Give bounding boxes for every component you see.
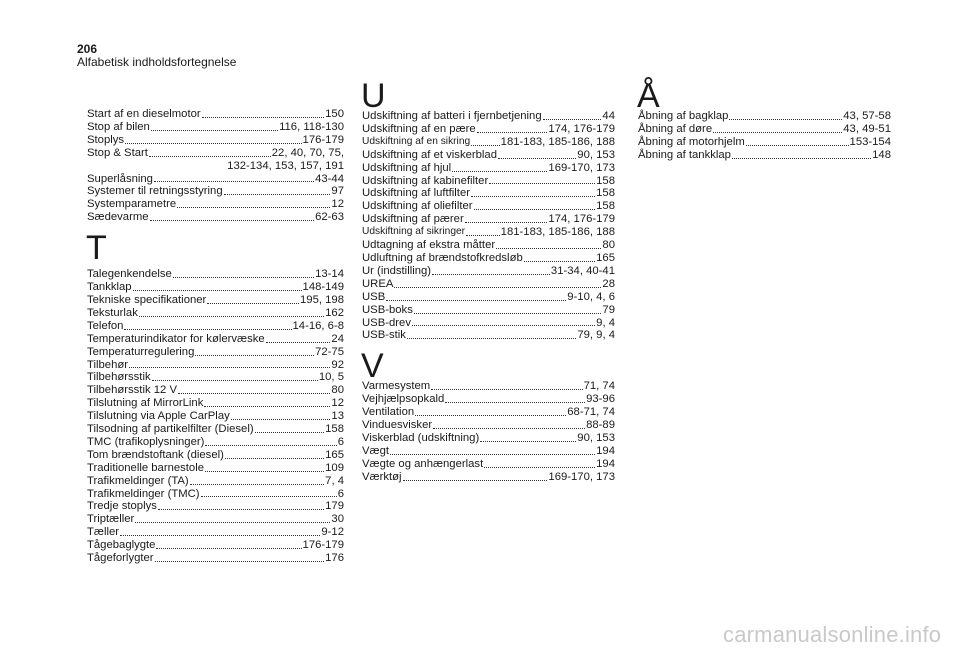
dot-leader <box>477 132 548 133</box>
dot-leader <box>173 277 314 278</box>
dot-leader <box>177 207 330 208</box>
watermark: carmanualsonline.info <box>723 622 942 647</box>
index-entry <box>362 304 615 317</box>
index-entry <box>362 123 615 136</box>
dot-leader <box>445 402 585 403</box>
entry-text: TMC (trafikoplysninger) <box>87 435 205 448</box>
dot-leader <box>201 496 337 497</box>
dot-leader <box>466 235 500 236</box>
section-letter: T <box>86 229 107 268</box>
dot-leader <box>452 171 547 172</box>
entry-pages: 90, 153 <box>577 431 615 444</box>
dot-leader <box>386 300 566 301</box>
index-section <box>361 77 615 342</box>
index-entry <box>87 320 344 333</box>
entry-pages: 10, 5 <box>318 371 344 384</box>
entry-pages: 165 <box>325 448 344 461</box>
entry-pages: 174, 176-179 <box>548 122 615 135</box>
entry-pages: 153-154 <box>849 135 891 148</box>
page-title: Alfabetisk indholdsfortegnelse <box>77 55 237 69</box>
index-section <box>87 108 344 224</box>
page-header <box>77 43 236 69</box>
entry-pages: 9-12 <box>321 526 344 539</box>
dot-leader <box>205 445 336 446</box>
dot-leader <box>403 480 548 481</box>
index-entry <box>362 265 615 278</box>
entry-pages: 169-170, 173 <box>548 161 615 174</box>
entry-pages: 181-183, 185-186, 188 <box>500 135 615 148</box>
dot-leader <box>120 535 320 536</box>
entry-text: Temperaturindikator for kølervæske <box>87 332 265 345</box>
dot-leader <box>746 145 849 146</box>
entry-pages: 13-14 <box>315 268 344 281</box>
entry-text: Vinduesvisker <box>362 419 433 432</box>
index-entry <box>87 500 344 513</box>
entry-pages: 12 <box>331 397 344 410</box>
entry-pages: 9-10, 4, 6 <box>567 290 615 303</box>
entry-text: Stop af bilen <box>87 120 150 133</box>
dot-leader <box>158 509 324 510</box>
entry-text: Teksturlak <box>87 306 138 319</box>
dot-leader <box>432 274 550 275</box>
entry-pages: 158 <box>596 200 615 213</box>
entry-text: USB-drev <box>362 316 411 329</box>
dot-leader <box>133 290 302 291</box>
entry-pages: 176-179 <box>302 539 344 552</box>
index-entry <box>638 123 891 136</box>
entry-pages: 148 <box>872 148 891 161</box>
entry-text: Start af en dieselmotor <box>87 108 201 120</box>
dot-leader <box>152 380 318 381</box>
entry-pages: 80 <box>331 384 344 397</box>
entry-text: Tilbehørsstik <box>87 371 151 384</box>
index-entry <box>362 278 615 291</box>
section-letter: U <box>361 77 386 115</box>
entry-pages: 88-89 <box>586 419 615 432</box>
entry-text: Telefon <box>87 319 124 332</box>
index-section <box>361 347 615 483</box>
entry-text: Åbning af døre <box>638 122 713 135</box>
dot-leader <box>729 119 842 120</box>
index-entry <box>362 432 615 445</box>
entry-text: Talegenkendelse <box>87 268 172 281</box>
dot-leader <box>471 196 595 197</box>
dot-leader <box>205 471 324 472</box>
index-section <box>637 77 891 162</box>
dot-leader <box>407 338 576 339</box>
index-entry <box>87 397 344 410</box>
entry-pages: 90, 153 <box>577 148 615 161</box>
entry-pages: 109 <box>325 461 344 474</box>
index-entry <box>87 539 344 552</box>
entry-text: USB-boks <box>362 303 413 316</box>
index-entry <box>362 291 615 304</box>
dot-leader <box>266 342 331 343</box>
dot-leader <box>202 117 324 118</box>
entry-pages: 148-149 <box>302 281 344 294</box>
dot-leader <box>178 393 330 394</box>
section-letter: Å <box>637 77 660 115</box>
index-entry <box>87 185 344 198</box>
entry-text: Sædevarme <box>87 211 149 224</box>
index-entry <box>87 462 344 475</box>
entry-pages: 176-179 <box>302 133 344 146</box>
entry-pages: 72-75 <box>315 345 344 358</box>
index-entry <box>362 200 615 213</box>
dot-leader <box>480 441 576 442</box>
dot-leader <box>713 132 842 133</box>
index-entry <box>87 173 344 186</box>
entry-pages: 68-71, 74 <box>567 406 615 419</box>
entry-text: Åbning af tankklap <box>638 148 731 161</box>
entry-text: Udskiftning af kabinefilter <box>362 174 489 187</box>
entry-text: Stop & Start <box>87 146 148 159</box>
entry-text: Værktøj <box>362 470 402 483</box>
entry-text: Vægte og anhængerlast <box>362 457 484 470</box>
dot-leader <box>415 415 566 416</box>
entry-text: Udskiftning af en sikring <box>362 135 471 147</box>
entry-pages: 31-34, 40-41 <box>550 264 615 277</box>
entry-pages: 44 <box>602 110 615 122</box>
dot-leader <box>150 220 315 221</box>
entry-pages: 181-183, 185-186, 188 <box>500 226 615 239</box>
entry-text: Udskiftning af en pære <box>362 122 476 135</box>
entry-text: Varmesystem <box>362 380 431 393</box>
dot-leader <box>155 561 325 562</box>
entry-text: Tilslutning via Apple CarPlay <box>87 410 230 423</box>
entry-pages: 93-96 <box>586 393 615 406</box>
entry-text: Ventilation <box>362 406 415 419</box>
dot-leader <box>204 406 330 407</box>
index-entry <box>362 317 615 330</box>
index-entry <box>362 406 615 419</box>
entry-pages: 30 <box>331 513 344 526</box>
entry-pages: 43-44 <box>315 172 344 185</box>
entry-text: Tankklap <box>87 281 132 294</box>
index-entry <box>87 198 344 211</box>
index-column-1 <box>87 108 344 573</box>
index-entry <box>87 410 344 423</box>
entry-text: Tågeforlygter <box>87 552 154 565</box>
index-entry <box>87 359 344 372</box>
dot-leader <box>124 329 291 330</box>
dot-leader <box>231 419 331 420</box>
index-entry <box>87 268 344 281</box>
dot-leader <box>129 367 330 368</box>
dot-leader <box>433 428 585 429</box>
dot-leader <box>125 143 301 144</box>
entry-pages: 195, 198 <box>300 293 344 306</box>
entry-text: Tilsodning af partikelfilter (Diesel) <box>87 423 254 436</box>
dot-leader <box>471 145 500 146</box>
index-entry <box>87 488 344 501</box>
index-entry <box>87 449 344 462</box>
index-entry <box>87 281 344 294</box>
entry-text: Åbning af motorhjelm <box>638 135 745 148</box>
entry-pages: 97 <box>331 185 344 198</box>
entry-pages: 9, 4 <box>596 316 615 329</box>
index-entry <box>87 346 344 359</box>
entry-text: Tilbehør <box>87 358 129 371</box>
index-column-3 <box>637 77 891 170</box>
entry-pages: 158 <box>325 423 344 436</box>
entry-text: Udtagning af ekstra måtter <box>362 239 496 252</box>
index-entry <box>87 211 344 224</box>
entry-pages: 174, 176-179 <box>548 213 615 226</box>
index-entry <box>362 175 615 188</box>
entry-text: Stoplys <box>87 133 125 146</box>
dot-leader <box>195 355 314 356</box>
entry-pages: 116, 118-130 <box>279 120 344 133</box>
index-entry <box>87 134 344 147</box>
entry-text: Udskiftning af oliefilter <box>362 200 473 213</box>
index-entry <box>87 108 344 121</box>
dot-leader <box>149 156 271 157</box>
index-entry <box>87 423 344 436</box>
index-entry <box>87 475 344 488</box>
entry-text: UREA <box>362 277 394 290</box>
dot-leader <box>732 158 871 159</box>
entry-text: Tågebaglygte <box>87 539 156 552</box>
dot-leader <box>255 432 325 433</box>
entry-text: Viskerblad (udskiftning) <box>362 431 480 444</box>
dot-leader <box>190 484 324 485</box>
index-entry <box>362 149 615 162</box>
entry-pages: 13 <box>331 410 344 423</box>
entry-pages: 24 <box>331 332 344 345</box>
index-entry <box>87 384 344 397</box>
index-entry <box>87 513 344 526</box>
index-entry <box>87 294 344 307</box>
entry-pages: 169-170, 173 <box>548 470 615 483</box>
index-entry <box>362 445 615 458</box>
entry-pages: 43, 57-58 <box>843 110 891 122</box>
entry-pages: 194 <box>596 444 615 457</box>
dot-leader <box>394 287 601 288</box>
entry-pages: 71, 74 <box>583 380 615 393</box>
entry-text: Vægt <box>362 444 390 457</box>
index-entry <box>362 110 615 123</box>
dot-leader <box>484 467 595 468</box>
entry-text: Vejhjælpsopkald <box>362 393 445 406</box>
entry-text: USB-stik <box>362 329 406 342</box>
entry-text: Udskiftning af batteri i fjernbetjening <box>362 110 542 122</box>
dot-leader <box>156 548 301 549</box>
entry-text: Udskiftning af luftfilter <box>362 187 470 200</box>
entry-pages: 179 <box>325 500 344 513</box>
index-section <box>86 229 344 565</box>
index-entry <box>362 187 615 200</box>
index-entry <box>87 552 344 565</box>
dot-leader <box>524 261 595 262</box>
dot-leader <box>414 313 602 314</box>
entry-text: Tekniske specifikationer <box>87 293 207 306</box>
entry-text: Systemer til retningsstyring <box>87 185 223 198</box>
index-entry <box>362 162 615 175</box>
index-column-2 <box>361 77 615 492</box>
dot-leader <box>207 303 299 304</box>
entry-pages: 80 <box>602 239 615 252</box>
entry-pages: 79 <box>602 303 615 316</box>
index-entry <box>362 471 615 484</box>
index-entry <box>87 147 344 160</box>
entry-text: Tom brændstoftank (diesel) <box>87 448 224 461</box>
entry-pages-continuation: 132-134, 153, 157, 191 <box>227 159 344 172</box>
dot-leader <box>474 209 596 210</box>
dot-leader <box>139 316 324 317</box>
index-entry <box>362 252 615 265</box>
index-entry <box>362 419 615 432</box>
index-entry <box>87 436 344 449</box>
index-entry <box>362 380 615 393</box>
entry-pages: 7, 4 <box>325 474 344 487</box>
entry-pages: 79, 9, 4 <box>577 329 615 342</box>
entry-text: Systemparametre <box>87 198 177 211</box>
entry-text: Åbning af bagklap <box>638 110 729 122</box>
dot-leader <box>154 181 314 182</box>
entry-text: Superlåsning <box>87 172 153 185</box>
entry-pages: 165 <box>596 251 615 264</box>
index-entry <box>87 371 344 384</box>
entry-text: Trafikmeldinger (TA) <box>87 474 189 487</box>
index-entry <box>362 458 615 471</box>
entry-text: Tilbehørsstik 12 V <box>87 384 177 397</box>
index-entry <box>362 329 615 342</box>
entry-text: Traditionelle barnestole <box>87 461 205 474</box>
entry-text: Trafikmeldinger (TMC) <box>87 487 200 500</box>
index-entry <box>87 307 344 320</box>
dot-leader <box>498 158 576 159</box>
dot-leader <box>135 522 330 523</box>
index-entry <box>638 110 891 123</box>
index-entry <box>362 226 615 239</box>
entry-text: Udskiftning af sikringer <box>362 226 466 238</box>
entry-pages: 158 <box>596 187 615 200</box>
entry-text: Tredje stoplys <box>87 500 157 513</box>
entry-text: Udskiftning af et viskerblad <box>362 148 498 161</box>
entry-pages: 43, 49-51 <box>843 122 891 135</box>
page-number: 206 <box>77 42 98 56</box>
index-entry <box>87 333 344 346</box>
dot-leader <box>496 248 601 249</box>
dot-leader <box>431 389 582 390</box>
entry-pages: 6 <box>337 435 344 448</box>
entry-text: Tilslutning af MirrorLink <box>87 397 204 410</box>
entry-text: USB <box>362 290 386 303</box>
entry-text: Udluftning af brændstofkredsløb <box>362 251 523 264</box>
entry-pages: 194 <box>596 457 615 470</box>
entry-text: Temperaturregulering <box>87 345 195 358</box>
index-entry <box>362 393 615 406</box>
entry-text: Triptæller <box>87 513 135 526</box>
index-entry <box>362 213 615 226</box>
index-entry <box>87 121 344 134</box>
dot-leader <box>465 222 548 223</box>
dot-leader <box>543 119 602 120</box>
entry-text: Udskiftning af hjul <box>362 161 452 174</box>
dot-leader <box>412 325 595 326</box>
dot-leader <box>489 183 595 184</box>
entry-pages: 22, 40, 70, 75, <box>271 146 344 159</box>
entry-pages: 62-63 <box>315 211 344 224</box>
entry-text: Ur (indstilling) <box>362 264 432 277</box>
entry-pages: 150 <box>325 108 344 120</box>
dot-leader <box>225 458 324 459</box>
entry-pages: 92 <box>331 358 344 371</box>
entry-pages: 158 <box>596 174 615 187</box>
index-entry <box>362 239 615 252</box>
index-entry <box>638 136 891 149</box>
entry-pages: 176 <box>325 552 344 565</box>
dot-leader <box>151 130 278 131</box>
entry-pages: 14-16, 6-8 <box>292 319 344 332</box>
entry-pages: 12 <box>331 198 344 211</box>
entry-pages: 162 <box>325 306 344 319</box>
section-letter: V <box>361 347 384 386</box>
dot-leader <box>224 194 331 195</box>
index-entry <box>638 149 891 162</box>
entry-pages: 6 <box>337 487 344 500</box>
index-entry <box>362 136 615 149</box>
entry-text: Tæller <box>87 526 120 539</box>
entry-text: Udskiftning af pærer <box>362 213 464 226</box>
entry-pages: 28 <box>602 277 615 290</box>
dot-leader <box>390 454 595 455</box>
index-entry <box>87 526 344 539</box>
